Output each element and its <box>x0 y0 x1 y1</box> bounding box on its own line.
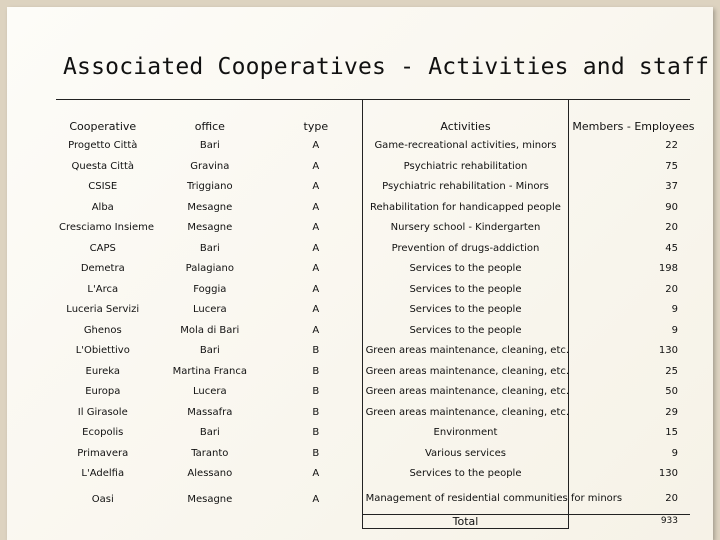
cell-activities: Green areas maintenance, cleaning, etc. <box>362 382 569 403</box>
table-row <box>56 361 690 382</box>
cell-cooperative: L'Adelfia <box>81 468 125 480</box>
cell-activities: Various services <box>362 443 569 464</box>
cell-activities: Prevention of drugs-addiction <box>362 238 569 259</box>
cell-activities: Green areas maintenance, cleaning, etc. <box>362 341 569 362</box>
cell-members: 50 <box>569 382 690 403</box>
header-cooperative: Cooperative <box>69 119 137 133</box>
table-row <box>56 423 690 444</box>
cell-type: B <box>312 406 320 418</box>
cell-cooperative: Questa Città <box>71 160 135 172</box>
table-row <box>56 300 690 321</box>
cell-members: 37 <box>569 177 690 198</box>
cell-type: B <box>312 427 320 439</box>
cell-office: Alessano <box>187 468 233 480</box>
cell-activities: Game-recreational activities, minors <box>362 136 569 157</box>
cell-office: Triggiano <box>187 181 233 193</box>
cell-office: Bari <box>199 140 220 152</box>
cell-cooperative: Eureka <box>85 365 120 377</box>
cell-members: 45 <box>569 238 690 259</box>
table-row <box>56 218 690 239</box>
table-row <box>56 177 690 198</box>
cell-office: Mesagne <box>187 222 233 234</box>
cell-office: Mesagne <box>187 201 233 213</box>
cell-cooperative: Luceria Servizi <box>66 304 140 316</box>
cell-activities: Services to the people <box>362 300 569 321</box>
cell-members: 22 <box>569 136 690 157</box>
table-row <box>56 259 690 280</box>
cell-activities: Rehabilitation for handicapped people <box>362 197 569 218</box>
cell-activities: Services to the people <box>362 259 569 280</box>
cooperatives-table <box>56 99 695 529</box>
cell-type: B <box>312 386 320 398</box>
cell-members: 15 <box>569 423 690 444</box>
cell-cooperative: Europa <box>85 386 121 398</box>
cell-type: A <box>312 493 320 505</box>
table-row <box>56 443 690 464</box>
cell-office: Lucera <box>193 386 227 398</box>
cell-members: 130 <box>569 341 690 362</box>
cell-members: 20 <box>569 279 690 300</box>
cell-office: Taranto <box>191 447 229 459</box>
cell-cooperative: Ecopolis <box>82 427 124 439</box>
cell-type: A <box>312 283 320 295</box>
cell-cooperative: Oasi <box>91 493 114 505</box>
cell-office: Martina Franca <box>172 365 248 377</box>
cell-activities: Psychiatric rehabilitation <box>362 156 569 177</box>
cell-cooperative: Ghenos <box>83 324 122 336</box>
header-office: office <box>194 119 225 133</box>
cell-office: Gravina <box>190 160 230 172</box>
cell-members: 9 <box>569 320 690 341</box>
cell-members: 20 <box>569 218 690 239</box>
cell-cooperative: Alba <box>91 201 114 213</box>
header-members: Members - Employees <box>569 100 690 136</box>
table-row <box>56 136 690 157</box>
page-title: Associated Cooperatives - Activities and staff <box>63 54 710 80</box>
cell-cooperative: Progetto Città <box>68 140 138 152</box>
cell-type: A <box>312 263 320 275</box>
cell-office: Lucera <box>193 304 227 316</box>
cell-office: Bari <box>199 242 220 254</box>
table-row <box>56 341 690 362</box>
cell-type: A <box>312 242 320 254</box>
cell-activities: Services to the people <box>362 279 569 300</box>
cell-cooperative: Il Girasole <box>77 406 128 418</box>
cell-members: 198 <box>569 259 690 280</box>
total-value: 933 <box>569 514 690 528</box>
cell-members: 20 <box>569 484 690 514</box>
cell-cooperative: CSISE <box>88 181 118 193</box>
cell-office: Bari <box>199 345 220 357</box>
cell-activities: Psychiatric rehabilitation - Minors <box>362 177 569 198</box>
cell-cooperative: Primavera <box>77 447 129 459</box>
cell-members: 90 <box>569 197 690 218</box>
cell-cooperative: L'Arca <box>87 283 119 295</box>
cell-type: A <box>312 201 320 213</box>
cell-type: A <box>312 222 320 234</box>
cell-office: Bari <box>199 427 220 439</box>
cell-office: Massafra <box>187 406 233 418</box>
cell-type: A <box>312 181 320 193</box>
cell-members: 29 <box>569 402 690 423</box>
cell-type: B <box>312 345 320 357</box>
cell-cooperative: Demetra <box>80 263 125 275</box>
cell-members: 130 <box>569 464 690 485</box>
cell-type: A <box>312 324 320 336</box>
cell-office: Foggia <box>193 283 227 295</box>
cell-activities: Environment <box>362 423 569 444</box>
total-row <box>56 514 690 528</box>
cell-cooperative: CAPS <box>89 242 116 254</box>
cell-members: 75 <box>569 156 690 177</box>
cell-type: A <box>312 304 320 316</box>
table-row <box>56 197 690 218</box>
cell-type: B <box>312 447 320 459</box>
cell-office: Mola di Bari <box>180 324 240 336</box>
table-row <box>56 402 690 423</box>
table-row <box>56 484 690 514</box>
cell-activities: Services to the people <box>362 320 569 341</box>
table-row <box>56 238 690 259</box>
cell-activities: Services to the people <box>362 464 569 485</box>
table-row <box>56 382 690 403</box>
table-header-row <box>56 100 690 136</box>
cell-activities: Green areas maintenance, cleaning, etc. <box>362 402 569 423</box>
cell-activities: Nursery school - Kindergarten <box>362 218 569 239</box>
cell-type: A <box>312 468 320 480</box>
cell-activities: Green areas maintenance, cleaning, etc. <box>362 361 569 382</box>
table-row <box>56 464 690 485</box>
cell-activities: Management of residential communities for minors <box>362 484 569 514</box>
table-row <box>56 156 690 177</box>
total-label: Total <box>362 514 569 528</box>
header-type: type <box>303 119 329 133</box>
table-row <box>56 279 690 300</box>
cell-members: 25 <box>569 361 690 382</box>
cell-cooperative: Cresciamo Insieme <box>59 222 154 234</box>
cell-type: B <box>312 365 320 377</box>
cell-cooperative: L'Obiettivo <box>75 345 130 357</box>
cell-members: 9 <box>569 443 690 464</box>
table-row <box>56 320 690 341</box>
cell-type: A <box>312 140 320 152</box>
cell-members: 9 <box>569 300 690 321</box>
cell-office: Mesagne <box>187 493 233 505</box>
cell-office: Palagiano <box>185 263 234 275</box>
cell-type: A <box>312 160 320 172</box>
header-activities: Activities <box>362 100 569 136</box>
